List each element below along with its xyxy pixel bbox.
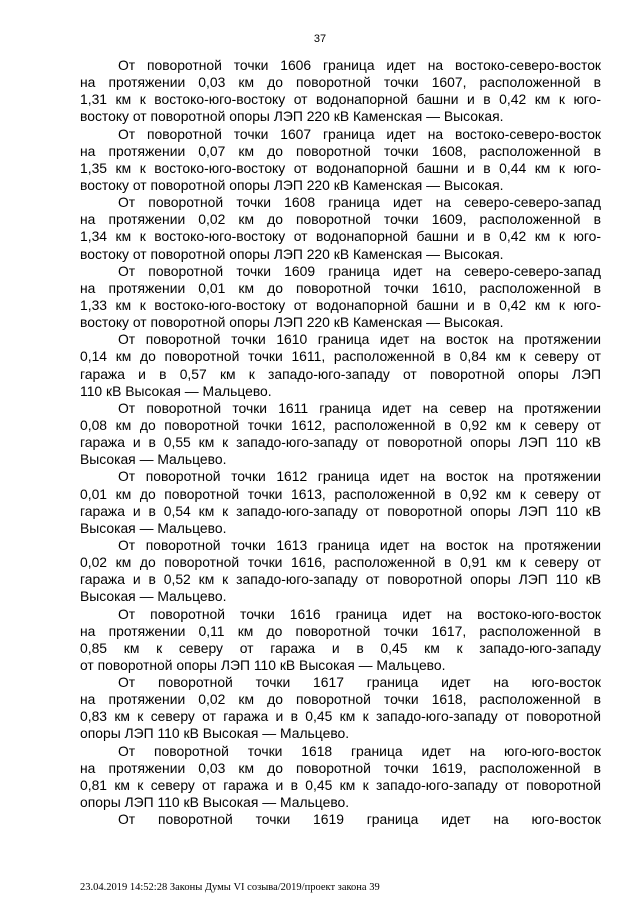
paragraph [80,537,601,606]
paragraph-line: 110 кВ Высокая — Мальцево. [80,382,272,399]
paragraph-line: 0,02 км до поворотной точки 1616, расположенной в 0,91 км к северу от [80,554,601,571]
paragraph-line: От поворотной точки 1607 граница идет на востоко-северо-восток [118,125,601,142]
paragraph [80,606,601,675]
paragraph [80,194,601,263]
paragraph [80,400,601,469]
paragraph-line: 1,33 км к востоко-юго-востоку от водонапорной башни и в 0,42 км к юго- [80,296,601,313]
paragraph-line: Высокая — Мальцево. [80,588,227,605]
paragraph-line: От поворотной точки 1609 граница идет на северо-северо-запад [118,262,601,279]
paragraph-line: на протяжении 0,02 км до поворотной точки 1618, расположенной в [80,691,601,708]
paragraph-line: от поворотной опоры ЛЭП 110 кВ Высокая — Мальцево. [80,656,446,673]
paragraph-line: От поворотной точки 1619 граница идет на юго-восток [118,811,601,828]
paragraph [80,57,601,126]
paragraph-line: гаража и в 0,52 км к западо-юго-западу от поворотной опоры ЛЭП 110 кВ [80,571,601,588]
paragraph [80,743,601,812]
paragraph-line: на протяжении 0,02 км до поворотной точки 1609, расположенной в [80,211,601,228]
paragraph-line: гаража и в 0,54 км к западо-юго-западу от поворотной опоры ЛЭП 110 кВ [80,502,601,519]
paragraph-line: От поворотной точки 1616 граница идет на востоко-юго-восток [118,605,601,622]
paragraph-line: От поворотной точки 1618 граница идет на юго-юго-восток [118,742,601,759]
paragraph [80,468,601,537]
paragraph-line: Высокая — Мальцево. [80,451,227,468]
paragraph-line: на протяжении 0,03 км до поворотной точки 1607, расположенной в [80,74,601,91]
document-body [80,57,601,828]
paragraph-line: От поворотной точки 1612 граница идет на восток на протяжении [118,468,601,485]
paragraph [80,126,601,195]
paragraph-line: 0,08 км до поворотной точки 1612, расположенной в 0,92 км к северу от [80,416,601,433]
paragraph [80,674,601,743]
paragraph-line: на протяжении 0,11 км до поворотной точки 1617, расположенной в [80,622,601,639]
page-number: 37 [313,33,327,45]
paragraph-line: востоку от поворотной опоры ЛЭП 220 кВ Каменская — Высокая. [80,176,504,193]
paragraph-line: 0,01 км до поворотной точки 1613, расположенной в 0,92 км к северу от [80,485,601,502]
paragraph-line: 1,31 км к востоко-юго-востоку от водонапорной башни и в 0,42 км к юго- [80,91,601,108]
paragraph-line: на протяжении 0,03 км до поворотной точки 1619, расположенной в [80,759,601,776]
paragraph [80,811,601,828]
paragraph-line: 0,85 км к северу от гаража и в 0,45 км к западо-юго-западу [80,639,601,656]
paragraph-line: гаража и в 0,55 км к западо-юго-западу от поворотной опоры ЛЭП 110 кВ [80,434,601,451]
paragraph-line: 1,34 км к востоко-юго-востоку от водонапорной башни и в 0,42 км к юго- [80,228,601,245]
paragraph-line: От поворотной точки 1606 граница идет на востоко-северо-восток [118,57,601,73]
paragraph-line: востоку от поворотной опоры ЛЭП 220 кВ Каменская — Высокая. [80,108,504,125]
paragraph-line: От поворотной точки 1617 граница идет на юго-восток [118,674,601,691]
paragraph-line: От поворотной точки 1613 граница идет на восток на протяжении [118,536,601,553]
paragraph-line: 1,35 км к востоко-юго-востоку от водонапорной башни и в 0,44 км к юго- [80,159,601,176]
paragraph-line: От поворотной точки 1610 граница идет на восток на протяжении [118,331,601,348]
paragraph-line: 0,14 км до поворотной точки 1611, расположенной в 0,84 км к северу от [80,348,601,365]
paragraph-line: на протяжении 0,01 км до поворотной точки 1610, расположенной в [80,279,601,296]
paragraph-line: гаража и в 0,57 км к западо-юго-западу от поворотной опоры ЛЭП [80,365,601,382]
paragraph-line: От поворотной точки 1608 граница идет на северо-северо-запад [118,194,601,211]
paragraph-line: 0,83 км к северу от гаража и в 0,45 км к западо-юго-западу от поворотной [80,708,601,725]
paragraph-line: Высокая — Мальцево. [80,519,227,536]
paragraph-line: опоры ЛЭП 110 кВ Высокая — Мальцево. [80,794,350,811]
paragraph-line: востоку от поворотной опоры ЛЭП 220 кВ Каменская — Высокая. [80,314,504,331]
paragraph [80,263,601,332]
paragraph-line: на протяжении 0,07 км до поворотной точки 1608, расположенной в [80,142,601,159]
paragraph-line: От поворотной точки 1611 граница идет на север на протяжении [118,399,601,416]
paragraph-line: опоры ЛЭП 110 кВ Высокая — Мальцево. [80,725,350,742]
document-footer: 23.04.2019 14:52:28 Законы Думы VI созыва/2019/проект закона 39 [80,882,380,893]
paragraph-line: 0,81 км к северу от гаража и в 0,45 км к западо-юго-западу от поворотной [80,776,601,793]
paragraph-line: востоку от поворотной опоры ЛЭП 220 кВ Каменская — Высокая. [80,245,504,262]
paragraph [80,331,601,400]
